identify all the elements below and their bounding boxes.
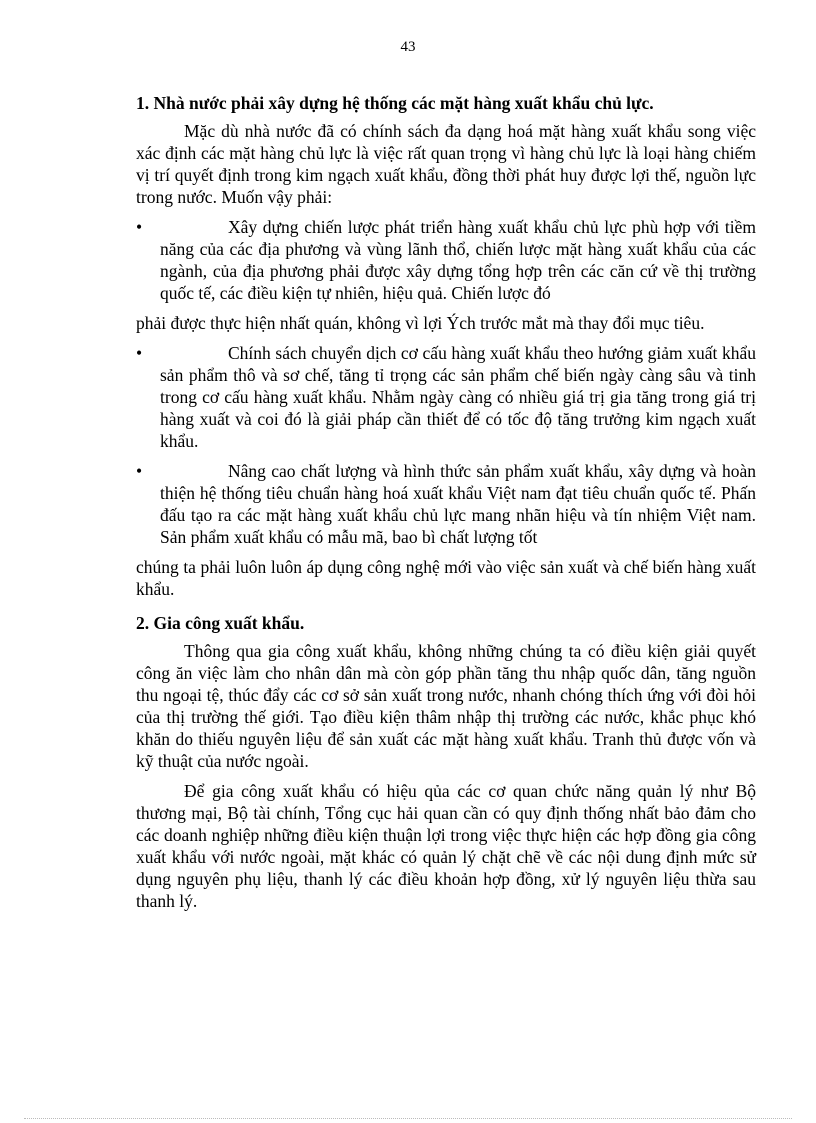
- bullet-item-1: [136, 216, 756, 304]
- section-2-paragraph-2: Để gia công xuất khẩu có hiệu qủa các cơ quan chức năng quản lý như Bộ thương mại, Bộ tài chính, Tổng cục hải quan cần có quy định thống nhất bảo đảm cho các doanh nghiệp những điều kiện thuận lợi trong việc thực hiện các hợp đồng gia công xuất khẩu với nước ngoài, mặt khác có quản lý chặt chẽ về các nội dung định mức sử dụng nguyên phụ liệu, thanh lý các điều khoản hợp đồng, xử lý nguyên liệu thừa sau thanh lý.: [136, 781, 756, 911]
- bullet-item-2: [136, 342, 756, 452]
- bullet-item-3: [136, 460, 756, 548]
- bullet-icon: •: [136, 461, 143, 481]
- bullet-1-continuation: phải được thực hiện nhất quán, không vì lợi Ých trước mắt mà thay đổi mục tiêu.: [136, 313, 705, 333]
- document-body: [136, 92, 756, 920]
- bullet-icon: •: [136, 217, 143, 237]
- section-1-heading: 1. Nhà nước phải xây dựng hệ thống các mặt hàng xuất khẩu chủ lực.: [136, 93, 654, 113]
- bullet-list-2: [136, 342, 756, 548]
- section-1-intro: Mặc dù nhà nước đã có chính sách đa dạng hoá mặt hàng xuất khẩu song việc xác định các mặt hàng chủ lực là việc rất quan trọng vì hàng chủ lực là loại hàng chiếm vị trí quyết định trong kim ngạch xuất khẩu, đồng thời phát huy được lợi thế, nguồn lực trong nước. Muốn vậy phải:: [136, 121, 756, 207]
- bullet-text-2: Chính sách chuyển dịch cơ cấu hàng xuất khẩu theo hướng giảm xuất khẩu sản phẩm thô và sơ chế, tăng tỉ trọng các sản phẩm chế biến ngày càng sâu và tinh trong cơ cấu hàng xuất khẩu. Nhằm ngày càng có nhiều giá trị gia tăng trong giá trị hàng xuất và coi đó là giải pháp cần thiết để có tốc độ tăng trưởng kim ngạch xuất khẩu.: [160, 343, 756, 451]
- bullet-icon: •: [136, 343, 143, 363]
- section-2-heading: 2. Gia công xuất khẩu.: [136, 613, 305, 633]
- bullet-3-continuation: chúng ta phải luôn luôn áp dụng công nghệ mới vào việc sản xuất và chế biến hàng xuất khẩu.: [136, 557, 756, 599]
- bullet-text-1: Xây dựng chiến lược phát triển hàng xuất khẩu chủ lực phù hợp với tiềm năng của các địa phương và vùng lãnh thổ, chiến lược mặt hàng xuất khẩu của các ngành, của địa phương phải được xây dựng tổng hợp trên các căn cứ về thị trường quốc tế, các điều kiện tự nhiên, hiệu quả. Chiến lược đó: [160, 217, 756, 303]
- page-number: 43: [400, 39, 416, 55]
- footer-divider: [24, 1118, 792, 1119]
- bullet-list-1: [136, 216, 756, 304]
- bullet-text-3: Nâng cao chất lượng và hình thức sản phẩm xuất khẩu, xây dựng và hoàn thiện hệ thống tiêu chuẩn hàng hoá xuất khẩu Việt nam đạt tiêu chuẩn quốc tế. Phấn đấu tạo ra các mặt hàng xuất khẩu chủ lực mang nhãn hiệu và tín nhiệm Việt nam. Sản phẩm xuất khẩu có mẫu mã, bao bì chất lượng tốt: [160, 461, 756, 547]
- section-2-paragraph-1: Thông qua gia công xuất khẩu, không những chúng ta có điều kiện giải quyết công ăn việc làm cho nhân dân mà còn góp phần tăng thu nhập quốc dân, tăng nguồn thu ngoại tệ, thúc đẩy các cơ sở sản xuất trong nước, nhanh chóng thích ứng với đòi hỏi của thị trường thế giới. Tạo điều kiện thâm nhập thị trường các nước, khắc phục khó khăn do thiếu nguyên liệu để sản xuất các mặt hàng xuất khẩu. Tranh thủ được vốn và kỹ thuật của nước ngoài.: [136, 641, 756, 771]
